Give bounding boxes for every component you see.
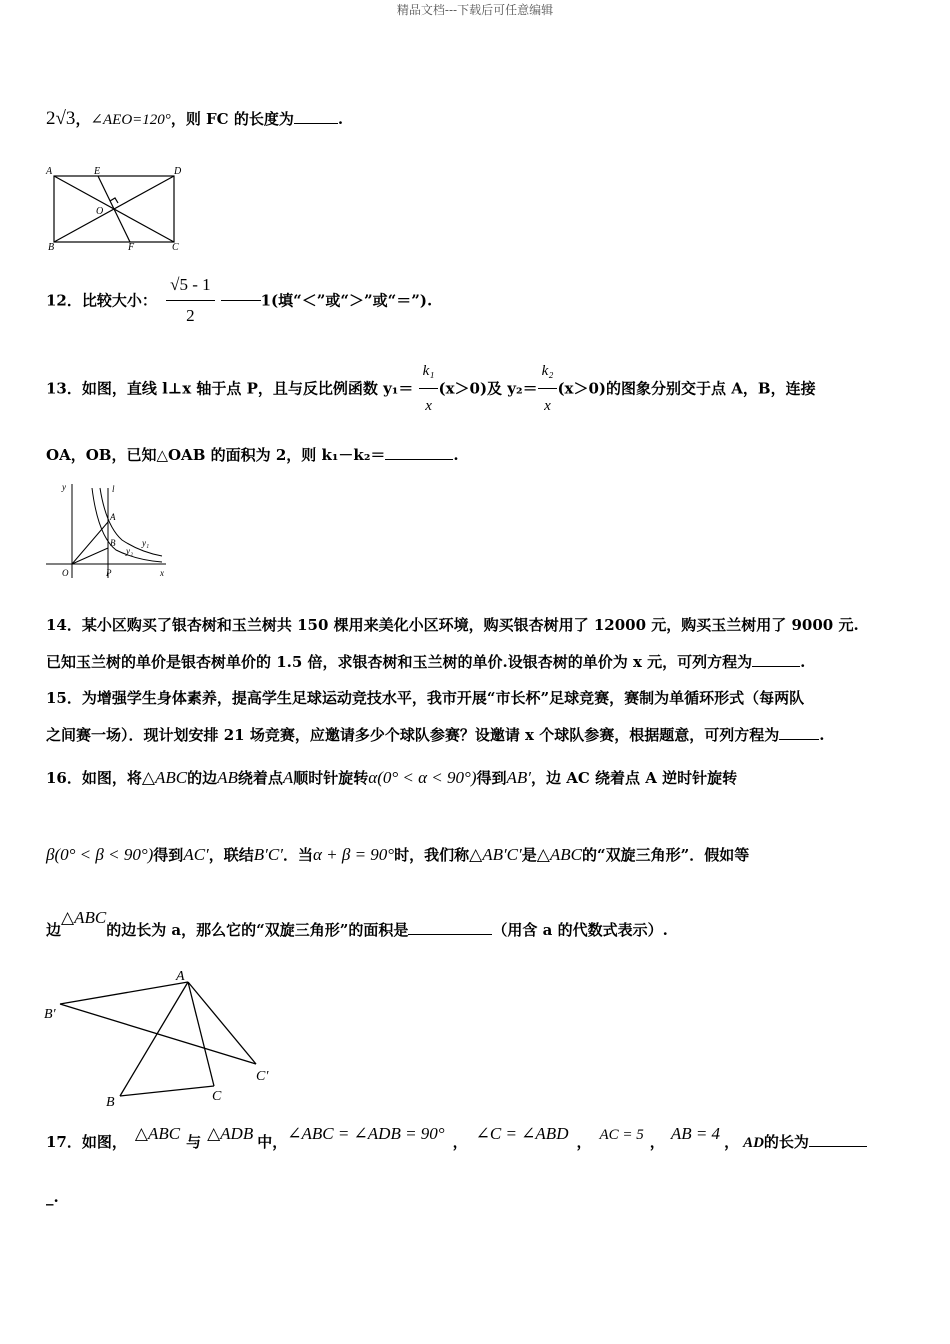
q13-line1-c: (x＞0)的图象分别交于点 A，B，连接	[557, 379, 816, 398]
q13-line2	[46, 444, 459, 465]
q17-b: 与	[186, 1133, 202, 1151]
label-o: O	[96, 206, 104, 217]
q16-l2-e: 是	[521, 846, 537, 864]
label-b-prime: B′	[44, 1007, 56, 1022]
q17-s4: ，	[724, 1133, 740, 1151]
q16-l1-f: ，边 AC 绕着点 A 逆时针旋转	[531, 769, 738, 787]
q13-k2: k₂	[538, 354, 558, 389]
q17-s1: ，	[452, 1133, 468, 1151]
label-p: P	[106, 568, 112, 578]
q16-tri-abc2: △ABC	[536, 845, 582, 864]
q13-line1-b: (x＞0)及 y₂＝	[438, 379, 538, 398]
q13-frac-k2	[538, 354, 558, 423]
q11-rectangle-figure	[44, 164, 194, 254]
q17-eq1: ∠ABC = ∠ADB = 90°	[287, 1124, 445, 1143]
q17-eq3: AC = 5	[599, 1127, 644, 1143]
q16-bc-prime: B′C′	[253, 845, 283, 864]
q16-angle-sum: α + β = 90°	[312, 845, 395, 864]
q13-function-graph	[44, 480, 174, 580]
q13-line2-end: .	[453, 446, 459, 464]
segment-ob	[72, 548, 108, 564]
q12-label: 12．比较大小：	[46, 291, 157, 310]
q13-x1: x	[425, 398, 432, 414]
q16-triangle-figure	[40, 962, 280, 1112]
q15-line2	[46, 724, 824, 745]
q13-x2: x	[544, 398, 551, 414]
q16-beta-cond: β(0° < β < 90°)	[46, 845, 154, 864]
q16-line2	[46, 837, 749, 873]
q15-answer-blank[interactable]	[779, 739, 819, 740]
q16-l2-a: 得到	[153, 846, 184, 864]
q16-l1-c: 绕着点	[237, 769, 283, 787]
q17-line1	[46, 1124, 867, 1161]
q17-d: 的长为	[763, 1133, 809, 1151]
label-f: F	[128, 242, 135, 253]
q16-l2-d: 时，我们称	[394, 846, 470, 864]
q11-end: .	[337, 110, 344, 128]
page-header: 精品文档---下载后可任意编辑	[396, 3, 554, 17]
q17-s2: ，	[576, 1133, 592, 1151]
q16-ab: AB	[217, 768, 238, 787]
q14-line2	[46, 651, 805, 672]
q11-sep: ，	[75, 110, 91, 128]
q14-line2-end: .	[800, 653, 806, 671]
q13-frac-k1	[419, 354, 439, 423]
label-y: y	[62, 482, 66, 492]
q17-eq4: AB = 4	[670, 1124, 721, 1143]
q16-l1-a: 16．如图，将	[46, 769, 142, 787]
label-c-prime: C′	[256, 1069, 269, 1084]
q14-line2-text: 已知玉兰树的单价是银杏树单价的 1.5 倍，求银杏树和玉兰树的单价.设银杏树的单价为 x 元，可列方程为	[46, 653, 753, 671]
q11-math-prefix: 2√3	[46, 108, 76, 129]
label-c: C	[212, 1089, 222, 1104]
q16-l3-a: 边	[46, 921, 62, 939]
q11-answer-blank[interactable]	[294, 123, 338, 124]
q12-answer-blank[interactable]	[221, 300, 261, 301]
q13-line1	[46, 354, 816, 423]
q15-line1: 15．为增强学生身体素养，提高学生足球运动竞技水平，我市开展“市长杯”足球竞赛，赛制为单循环形式（每两队	[46, 689, 805, 707]
q17-c: 中，	[257, 1133, 288, 1151]
label-a: A	[110, 512, 116, 522]
side-bc	[120, 1086, 214, 1096]
q17-a: 17．如图，	[46, 1133, 127, 1151]
q17-tri-adb: △ADB	[207, 1124, 254, 1143]
q17-s3: ，	[649, 1133, 665, 1151]
q12-fraction	[166, 270, 215, 331]
label-y2: y₂	[126, 546, 134, 556]
q13-line2-text: OA，OB，已知△OAB 的面积为 2，则 k₁－k₂＝	[46, 446, 386, 464]
q17-tri-abc: △ABC	[134, 1124, 181, 1143]
q15-line2-text: 之间赛一场）．现计划安排 21 场竞赛，应邀请多少个球队参赛？设邀请 x 个球队参赛，根据题意，可列方程为	[46, 726, 780, 744]
q11-text: ，则 FC 的长度为	[170, 110, 294, 128]
q13-k1: k₁	[419, 354, 439, 389]
side-ab	[120, 982, 188, 1096]
q16-ac-prime: AC′	[183, 845, 209, 864]
q16-answer-blank[interactable]	[408, 934, 492, 935]
q16-l3-c: （用含 a 的代数式表示）.	[492, 921, 668, 939]
q16-l1-b: 的边	[187, 769, 218, 787]
q16-l2-b: ，联结	[208, 846, 254, 864]
q17-eq2: ∠C = ∠ABD	[475, 1124, 569, 1143]
q14-answer-blank[interactable]	[752, 666, 800, 667]
q16-a: A	[282, 768, 294, 787]
side-bc-prime	[60, 1004, 256, 1064]
q16-alpha-cond: α(0° < α < 90°)	[368, 768, 477, 787]
q13-answer-blank[interactable]	[385, 459, 453, 460]
q17-ad: AD	[743, 1135, 764, 1151]
label-b: B	[110, 538, 116, 548]
label-d: D	[174, 166, 182, 177]
q16-line3	[46, 908, 668, 948]
q16-l2-c: ．当	[282, 846, 313, 864]
q16-ab-prime: AB′	[506, 768, 532, 787]
label-y1: y₁	[142, 538, 150, 548]
label-x: x	[160, 568, 164, 578]
q12-frac-den: 2	[186, 306, 195, 325]
q16-tri-abc3: △ABC	[61, 908, 107, 927]
label-o: O	[62, 568, 69, 578]
q17-cont: _.	[46, 1188, 59, 1206]
label-b: B	[106, 1095, 115, 1110]
q15-line2-end: .	[819, 726, 825, 744]
q17-answer-blank[interactable]	[809, 1146, 867, 1147]
q12-line	[46, 270, 432, 331]
q16-l2-f: 的“双旋三角形”．假如等	[581, 846, 750, 864]
q11-angle: ∠AEO=120°	[90, 112, 171, 128]
q16-l1-e: 得到	[476, 769, 507, 787]
label-b: B	[48, 242, 55, 253]
q12-frac-num: √5 - 1	[166, 270, 215, 301]
label-c: C	[172, 242, 179, 253]
q16-l1-d: 顺时针旋转	[293, 769, 369, 787]
label-a: A	[46, 166, 53, 177]
q11-line	[46, 108, 343, 130]
q16-l3-b: 的边长为 a，那么它的“双旋三角形”的面积是	[106, 921, 409, 939]
label-a: A	[176, 969, 185, 984]
segment-oa	[72, 522, 108, 564]
q12-text: 1(填“＜”或“＞”或“＝”).	[260, 291, 433, 310]
q16-tri-prime: △AB′C′	[469, 845, 522, 864]
q16-tri-abc: △ABC	[141, 768, 188, 787]
label-l: l	[112, 484, 115, 494]
label-e: E	[94, 166, 101, 177]
q14-line1: 14．某小区购买了银杏树和玉兰树共 150 棵用来美化小区环境，购买银杏树用了 12000 元，购买玉兰树用了 9000 元.	[46, 616, 859, 634]
side-ab-prime	[60, 982, 188, 1004]
q16-line1	[46, 760, 737, 796]
q13-line1-a: 13．如图，直线 l⊥x 轴于点 P，且与反比例函数 y₁＝	[46, 379, 414, 398]
